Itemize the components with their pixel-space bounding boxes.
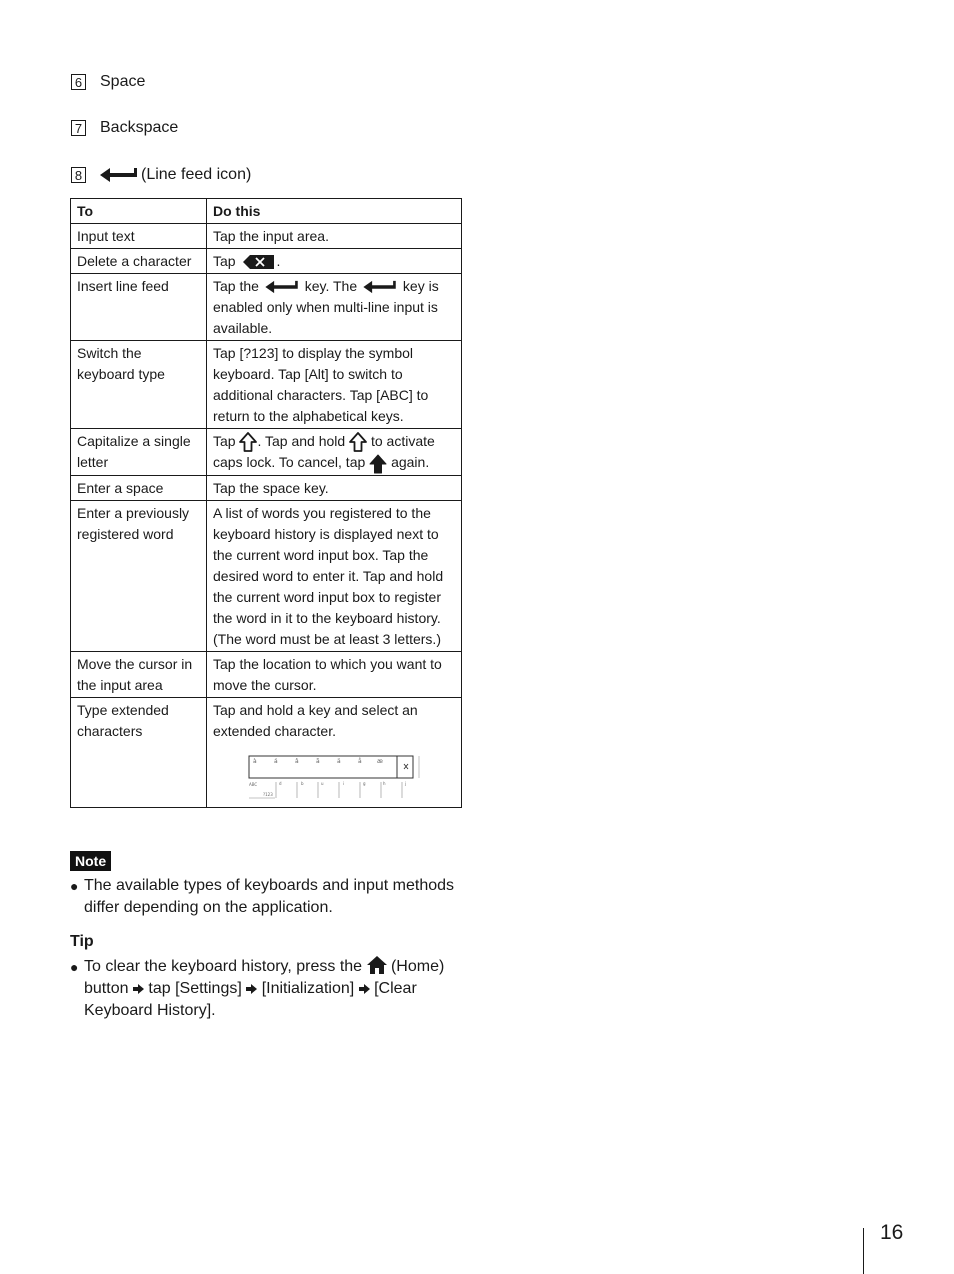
cell-text: key. The [304,278,358,294]
table-cell-to: Enter a space [71,475,207,500]
bullet-icon: ● [70,959,79,975]
tip-heading: Tip [70,933,94,950]
svg-text:d: d [279,780,282,786]
cell-text: Tap the [213,278,259,294]
bullet-icon: ● [70,878,79,894]
table-cell-do: Tap the space key. [207,475,462,500]
svg-text:u: u [321,780,324,786]
item-label: Space [100,73,146,90]
item-space [71,73,145,91]
note-bullet [70,875,470,919]
cell-text: key is enabled only when multi-line input is available. [213,278,439,336]
svg-text:å: å [358,757,362,765]
home-icon [367,956,387,974]
table-cell-to: Move the cursor in the input area [71,651,207,697]
table-cell-do [207,697,462,807]
svg-text:g: g [363,780,366,786]
item-number: 7 [71,120,86,136]
line-feed-icon [361,280,399,294]
note-text: The available types of keyboards and input methods differ depending on the application. [84,877,455,916]
table-row [71,500,462,651]
svg-text:j: j [405,780,407,786]
extended-characters-keyboard-image [247,754,427,800]
table-cell-to: Insert line feed [71,274,207,341]
table-cell-do: Tap [?123] to display the symbol keyboard. Tap [Alt] to switch to additional characters. Tap [ABC] to return to the alphabetical keys. [207,341,462,429]
arrow-right-icon [359,984,370,994]
table-row [71,274,462,341]
cell-text: . Tap and hold [257,433,346,449]
line-feed-icon [100,167,138,183]
table-row [71,341,462,429]
svg-text:?123: ?123 [263,791,273,797]
column-header: To [71,199,207,224]
table-row [71,429,462,476]
table-row [71,697,462,807]
table-cell-to: Enter a previously registered word [71,500,207,651]
cell-text: again. [391,454,430,471]
shift-outline-icon [349,432,367,452]
item-label: (Line feed icon) [141,166,252,183]
delete-key-icon [243,255,275,269]
table-cell-do: Tap the input area. [207,224,462,249]
table-cell-do [207,249,462,274]
item-label: Backspace [100,119,179,136]
svg-text:á: á [274,757,278,765]
table-cell-to: Switch the keyboard type [71,341,207,429]
page-number: 16 [880,1221,904,1244]
svg-text:ä: ä [337,757,341,765]
svg-text:æ: æ [377,757,383,765]
shift-outline-icon [239,432,257,452]
table-cell-do: A list of words you registered to the keyboard history is displayed next to the current word input box. Tap the desired word to enter it. Tap and hold the current word input box to register the word in it to the keyboard history. (The word must be at least 3 letters.) [207,500,462,651]
arrow-right-icon [246,984,257,994]
arrow-right-icon [133,984,144,994]
table-cell-to: Delete a character [71,249,207,274]
table-row [71,651,462,697]
item-line-feed [71,166,251,184]
table-cell-do: Tap the location to which you want to move the cursor. [207,651,462,697]
table-cell-to: Input text [71,224,207,249]
svg-text:b: b [301,780,304,786]
table-row [71,249,462,274]
column-header: Do this [207,199,462,224]
cell-text: Tap [213,433,236,449]
cell-text: to activate caps lock. To cancel, tap [213,433,435,471]
item-backspace [71,119,178,137]
page-number-rule [863,1228,864,1274]
svg-text:â: â [295,757,299,765]
keyboard-operations-table [70,198,462,808]
table-cell-to: Type extended characters [71,697,207,807]
cell-text: Tap and hold a key and select an extended character. [213,701,418,739]
table-cell-to: Capitalize a single letter [71,429,207,476]
item-number: 6 [71,74,86,90]
table-row [71,475,462,500]
item-number: 8 [71,167,86,183]
table-row [71,224,462,249]
note-badge: Note [70,851,111,871]
table-header-row [71,199,462,224]
shift-filled-icon [369,454,387,474]
svg-text:à: à [253,757,257,765]
svg-text:i: i [343,780,345,786]
svg-text:ABC: ABC [249,781,258,787]
cell-text: . [276,253,281,269]
table-cell-do [207,274,462,341]
table-cell-do [207,429,462,476]
tip-bullet [70,956,470,1022]
svg-text:h: h [383,780,386,786]
svg-text:ã: ã [316,757,320,765]
tip-text: To clear the keyboard history, press the (Home) button tap [Settings] [Initialization] [Clear Keyboard History]. [84,956,470,1022]
line-feed-icon [263,280,301,294]
cell-text: Tap [213,253,236,269]
